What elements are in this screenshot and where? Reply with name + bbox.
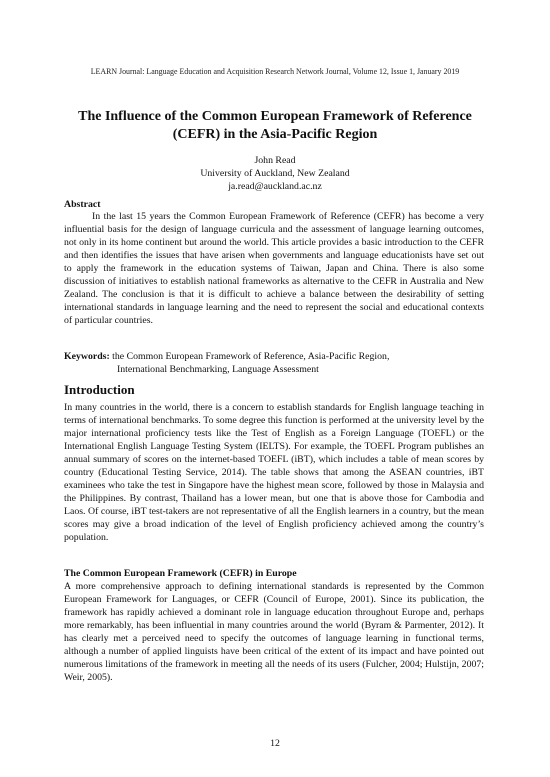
keywords-line1: the Common European Framework of Reference, Asia-Pacific Region, bbox=[112, 351, 390, 362]
introduction-heading: Introduction bbox=[64, 382, 135, 397]
keywords bbox=[64, 350, 484, 376]
author-email: ja.read@auckland.ac.nz bbox=[228, 181, 322, 192]
author-block bbox=[0, 154, 550, 193]
keywords-line2: International Benchmarking, Language Assessment bbox=[117, 364, 319, 375]
paper-title: The Influence of the Common European Framework of Reference (CEFR) in the Asia-Pacific Region bbox=[78, 109, 472, 142]
introduction-body: In many countries in the world, there is a concern to establish standards for English language teaching in terms of international benchmarks. To some degree this function is performed at the university level by the major international proficiency tests like the Test of English as a Foreign Language (TOEFL) or the International English Language Testing System (IELTS). For example, the TOEFL Program publishes an annual summary of scores on the internet-based TOEFL (iBT), which includes a table of mean scores by country (Educational Testing Service, 2014). The table shows that among the ASEAN countries, iBT examinees who take the test in Singapore have the highest mean score, followed by those in Malaysia and the Philippines. By contrast, Thailand has a lower mean, but one that is above those for Cambodia and Laos. Of course, iBT test-takers are not representative of all the English learners in a country, but the mean scores may give a broad indication of the level of English proficiency achieved among the country’s population. bbox=[64, 402, 484, 543]
cefr-section-heading: The Common European Framework (CEFR) in Europe bbox=[64, 568, 297, 579]
running-head: LEARN Journal: Language Education and Acquisition Research Network Journal, Volume 12, Issue 1, January 2019 bbox=[90, 67, 460, 76]
abstract-body: In the last 15 years the Common European Framework of Reference (CEFR) has become a very influential basis for the design of language curricula and the assessment of language learning outcomes, not only in its home continent but around the world. This article provides a basic introduction to the CEFR and then identifies the issues that have arisen when governments and language educationists have set out to apply the framework in the education systems of Taiwan, Japan and China. There is also some discussion of initiatives to establish national frameworks as alternative to the CEFR in Australia and New Zealand. The conclusion is that it is difficult to achieve a balance between the desirability of setting international standards in language learning and the need to represent the social and educational contexts of particular countries. bbox=[64, 211, 484, 326]
cefr-section-body: A more comprehensive approach to defining international standards is represented by the Common European Framework for Languages, or CEFR (Council of Europe, 2001). Since its publication, the framework has rapidly achieved a dominant role in language education throughout Europe and, perhaps more remarkably, has been influential in many countries around the world (Byram & Parmenter, 2012). It has clearly met a perceived need to specify the outcomes of language learning in functional terms, although a number of applied linguists have been critical of the extent of its impact and have pointed out numerous limitations of the framework in meeting all the needs of its users (Fulcher, 2004; Hulstijn, 2007; Weir, 2005). bbox=[64, 581, 484, 683]
author-affiliation: University of Auckland, New Zealand bbox=[200, 168, 350, 179]
page-number: 12 bbox=[270, 738, 280, 749]
abstract-heading: Abstract bbox=[64, 199, 101, 210]
keywords-label: Keywords: bbox=[64, 351, 110, 362]
author-name: John Read bbox=[254, 155, 296, 166]
